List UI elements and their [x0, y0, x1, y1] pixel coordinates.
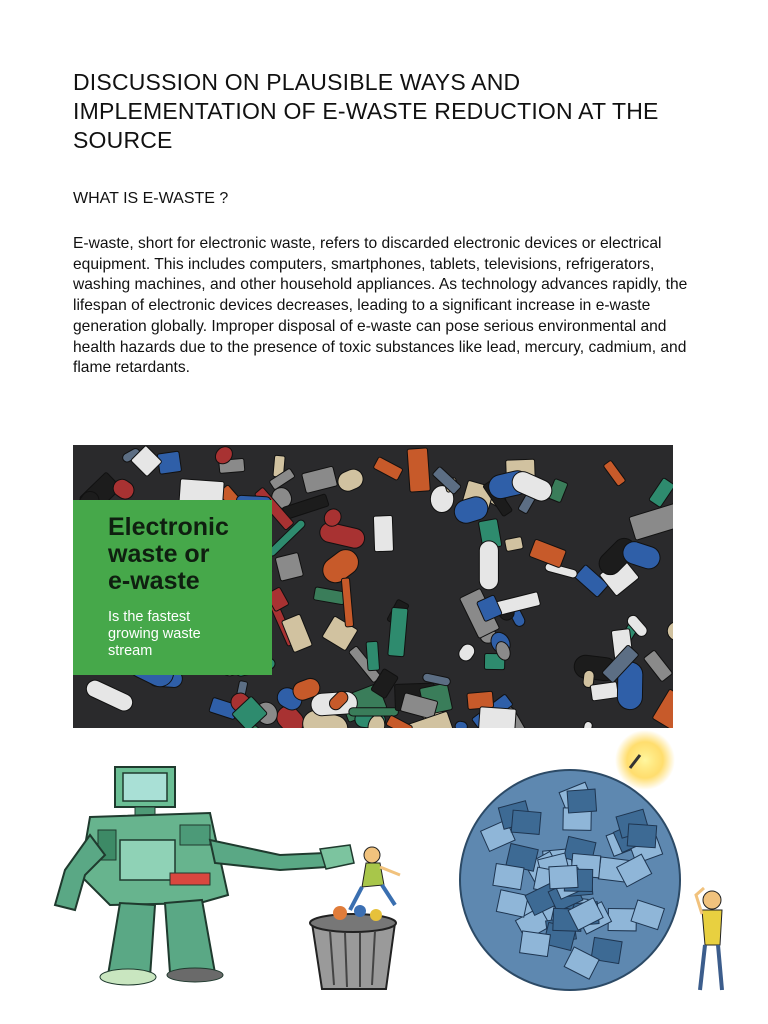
ewaste-robot-cartoon — [50, 745, 420, 990]
section-heading: WHAT IS E-WASTE ? — [73, 190, 229, 207]
intro-paragraph: E-waste, short for electronic waste, refers to discarded electronic devices or electrical equipment. This includes computers, smartphones, tablets, televisions, refrigerators, washing machines, and other household appliances. As technology advances rapidly, the lifespan of electronic devices decreases, leading to a significant increase in e-waste generation globally. Improper disposal of e-waste can pose serious environmental and health hazards due to the presence of toxic substances like lead, mercury, cadmium, and flame retardants. — [73, 235, 688, 377]
banner-headline: Electronic waste or e-waste — [108, 513, 229, 595]
banner-caption-box — [73, 500, 272, 675]
document-title: DISCUSSION ON PLAUSIBLE WAYS AND IMPLEMENTATION OF E-WASTE REDUCTION AT THE SOURCE — [73, 69, 659, 153]
ewaste-bomb-cartoon — [450, 730, 740, 1000]
banner-tagline: Is the fastest growing waste stream — [108, 609, 201, 659]
ewaste-banner-image — [73, 445, 673, 728]
